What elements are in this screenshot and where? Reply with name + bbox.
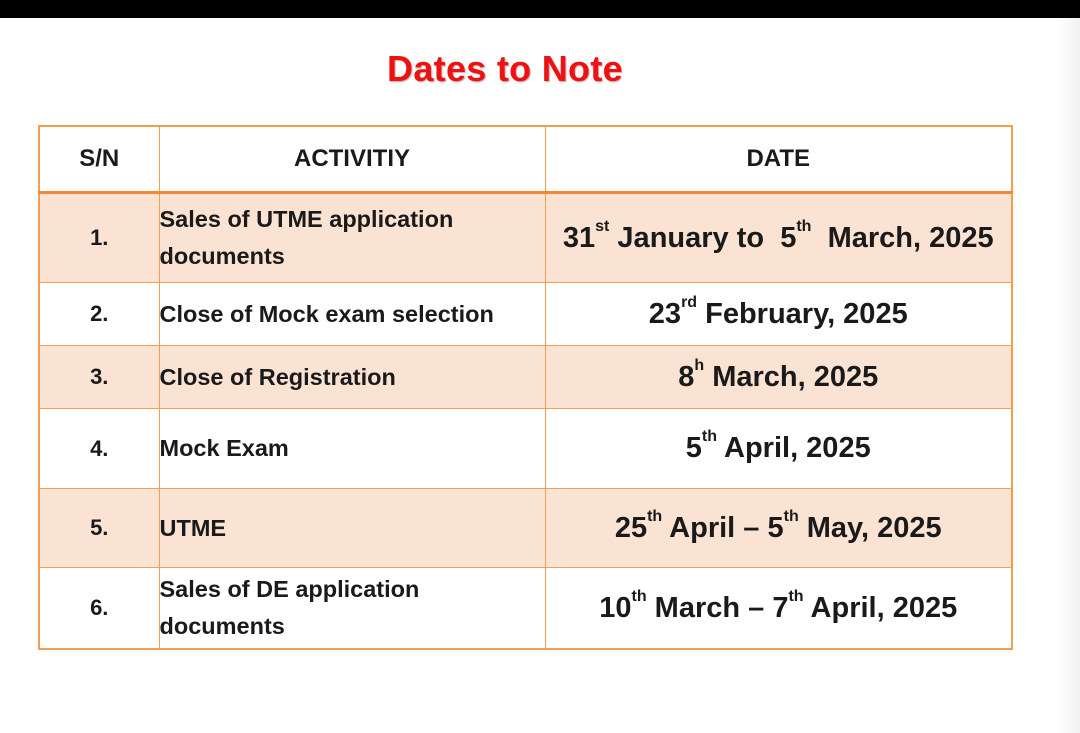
row-sn: 3. (39, 346, 159, 409)
row-date: 10th March – 7th April, 2025 (545, 568, 1012, 650)
row-date: 5th April, 2025 (545, 409, 1012, 489)
row-activity: Sales of UTME application documents (159, 193, 545, 283)
row-sn: 4. (39, 409, 159, 489)
row-date: 23rd February, 2025 (545, 283, 1012, 346)
row-date: 8$^h$ March, 2025 (545, 346, 1012, 409)
row-sn: 5. (39, 489, 159, 568)
row-activity: Close of Mock exam selection (159, 283, 545, 346)
row-date: 25th April – 5th May, 2025 (545, 489, 1012, 568)
row-date: 31st January to 5th March, 2025 (545, 193, 1012, 283)
header-row (39, 126, 1012, 193)
row-activity: Close of Registration (159, 346, 545, 409)
row-sn: 2. (39, 283, 159, 346)
row-activity: UTME (159, 489, 545, 568)
table-row (39, 283, 1012, 346)
header-date: DATE (545, 126, 1012, 193)
dates-table (38, 125, 1013, 650)
table-row (39, 489, 1012, 568)
table-row (39, 193, 1012, 283)
table-row (39, 568, 1012, 650)
row-sn: 6. (39, 568, 159, 650)
table-row (39, 409, 1012, 489)
right-edge-shade (1056, 18, 1080, 733)
row-activity: Sales of DE application documents (159, 568, 545, 650)
header-activity: ACTIVITIY (159, 126, 545, 193)
header-sn: S/N (39, 126, 159, 193)
row-sn: 1. (39, 193, 159, 283)
top-black-bar (0, 0, 1080, 18)
page-title: Dates to Note (387, 48, 623, 89)
table-row (39, 346, 1012, 409)
row-activity: Mock Exam (159, 409, 545, 489)
